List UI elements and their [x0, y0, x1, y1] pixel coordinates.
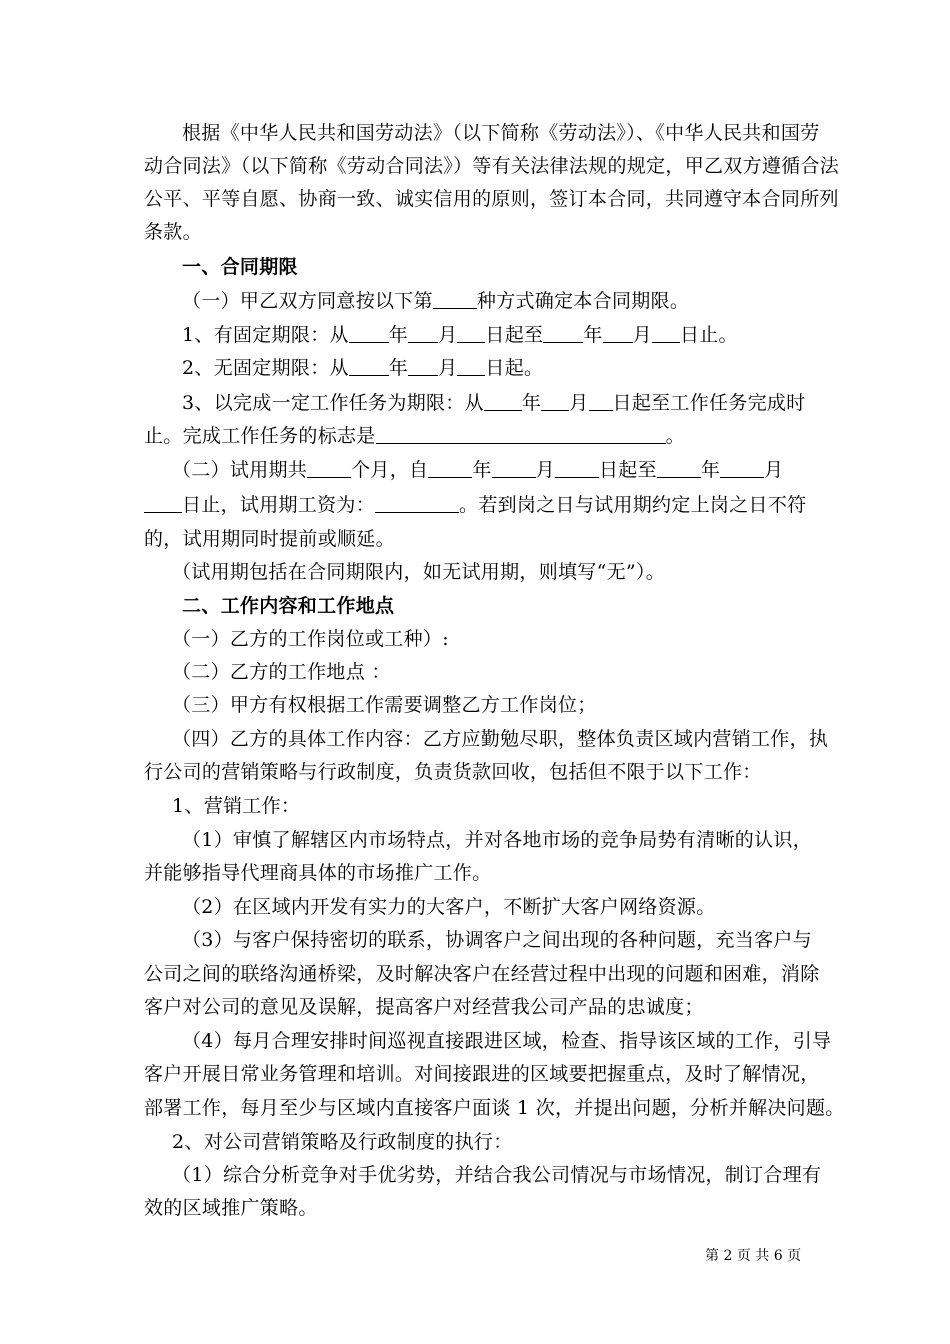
term-option-3-line-2 [144, 424, 810, 448]
term-option-2-text: 2、无固定期限：从 [182, 357, 349, 379]
blank [457, 357, 485, 376]
blank [307, 459, 351, 478]
from-label: 日起至 [485, 324, 544, 346]
month-label: 月 [438, 357, 458, 379]
probation-text-2: 个月，自 [351, 459, 429, 481]
blank [603, 324, 633, 343]
page-number: 第 2 页 共 6 页 [705, 1248, 802, 1264]
blank [349, 357, 389, 376]
month-label: 月 [632, 324, 652, 346]
sales-item-2: （2）在区域内开发有实力的大客户，不断扩大客户网络资源。 [182, 896, 716, 918]
blank [457, 324, 485, 343]
work-duty-line-2: 行公司的营销策略与行政制度，负责货款回收，包括但不限于以下工作： [144, 761, 762, 783]
year-label: 年 [472, 459, 492, 481]
probation-note: （试用期包括在合同期限内，如无试用期，则填写“无”）。 [172, 561, 666, 583]
term-option-3-text: 3、以完成一定工作任务为期限：从 [182, 392, 484, 414]
probation-salary-label: 日止，试用期工资为： [182, 494, 376, 516]
work-place: （二）乙方的工作地点 ： [172, 661, 391, 683]
term-option-1-text: 1、有固定期限：从 [182, 324, 349, 346]
sales-heading: 1、营销工作： [172, 795, 301, 817]
blank [541, 392, 569, 411]
blank [720, 459, 764, 478]
blank [492, 459, 536, 478]
intro-line-4: 条款。 [144, 221, 202, 243]
work-adjust: （三）甲方有权根据工作需要调整乙方工作岗位； [172, 694, 597, 716]
sales-item-4-line-1: （4）每月合理安排时间巡视直接跟进区域，检查、指导该区域的工作，引导 [182, 1030, 832, 1052]
year-label: 年 [521, 392, 542, 414]
term-choice-text: （一）甲乙双方同意按以下第 [182, 290, 433, 312]
sales-item-4-line-3: 部署工作，每月至少与区域内直接客户面谈 1 次，并提出问题，分析并解决问题。 [144, 1097, 845, 1119]
term-option-2 [182, 356, 810, 380]
sales-item-1-line-2: 并能够指导代理商具体的市场推广工作。 [144, 862, 492, 884]
blank [408, 324, 438, 343]
year-label: 年 [700, 459, 721, 481]
probation-line-3: 的，试用期同时提前或顺延。 [144, 528, 395, 550]
sales-item-4-line-2: 客户开展日常业务管理和培训。对间接跟进的区域要把握重点，及时了解情况， [144, 1063, 820, 1085]
intro-line-2: 动合同法》（以下简称《劳动合同法》）等有关法律法规的规定，甲乙双方遵循合法 [144, 155, 840, 177]
blank [652, 324, 680, 343]
start-label: 日起。 [485, 357, 544, 379]
year-label: 年 [583, 324, 603, 346]
work-duty-line-1: （四）乙方的具体工作内容：乙方应勤勉尽职，整体负责区域内营销工作，执 [172, 728, 829, 750]
section-heading-term: 一、合同期限 [182, 256, 298, 278]
sales-item-1-line-1: （1）审慎了解辖区内市场特点，并对各地市场的竞争局势有清晰的认识， [182, 829, 812, 851]
term-task-mark-label: 止。完成工作任务的标志是 [144, 425, 376, 447]
probation-text: （二）试用期共 [172, 459, 308, 481]
term-choice-line [182, 289, 810, 313]
term-choice-text-2: 种方式确定本合同期限。 [476, 290, 690, 312]
blank [428, 459, 472, 478]
blank [543, 324, 583, 343]
blank-task-mark [376, 425, 666, 444]
year-label: 年 [388, 357, 409, 379]
policy-item-1-line-1: （1）综合分析竞争对手优劣势，并结合我公司情况与市场情况，制订合理有 [172, 1164, 822, 1186]
probation-line-1 [172, 458, 838, 482]
blank [555, 459, 599, 478]
blank-probation-salary [375, 494, 459, 513]
probation-line-2 [144, 493, 810, 517]
period-mark: 。 [665, 425, 685, 447]
term-option-1 [182, 323, 810, 347]
until-label: 日止。 [679, 324, 738, 346]
year-label: 年 [388, 324, 409, 346]
month-label: 月 [764, 459, 784, 481]
blank [408, 357, 438, 376]
section-heading-work: 二、工作内容和工作地点 [182, 595, 395, 617]
sales-item-3-line-1: （3）与客户保持密切的联系，协调客户之间出现的各种问题，充当客户与 [182, 929, 812, 951]
sales-item-3-line-2: 公司之间的联络沟通桥梁，及时解决客户在经营过程中出现的问题和困难，消除 [144, 963, 820, 985]
intro-line-3: 公平、平等自愿、协商一致、诚实信用的原则，签订本合同，共同遵守本合同所列 [144, 188, 839, 210]
blank [484, 392, 522, 411]
policy-item-1-line-2: 效的区域推广策略。 [144, 1197, 318, 1219]
sales-item-3-line-3: 客户对公司的意见及误解，提高客户对经营我公司产品的忠诚度； [144, 996, 704, 1018]
blank [144, 494, 182, 513]
work-post: （一）乙方的工作岗位或工种）: [172, 628, 449, 650]
month-label: 月 [569, 392, 589, 414]
month-label: 月 [438, 324, 458, 346]
probation-text-3: 日起至 [598, 459, 657, 481]
blank [349, 324, 389, 343]
blank-term-type [433, 290, 477, 309]
term-option-3-text-2: 日起至工作任务完成时 [612, 392, 806, 414]
probation-text-4: 。若到岗之日与试用期约定上岗之日不符 [459, 494, 807, 516]
policy-heading: 2、对公司营销策略及行政制度的执行： [172, 1131, 513, 1153]
blank [589, 392, 613, 411]
intro-line-1: 根据《中华人民共和国劳动法》（以下简称《劳动法》）、《中华人民共和国劳 [182, 122, 820, 144]
blank [657, 459, 701, 478]
term-option-3 [182, 391, 810, 415]
month-label: 月 [535, 459, 555, 481]
